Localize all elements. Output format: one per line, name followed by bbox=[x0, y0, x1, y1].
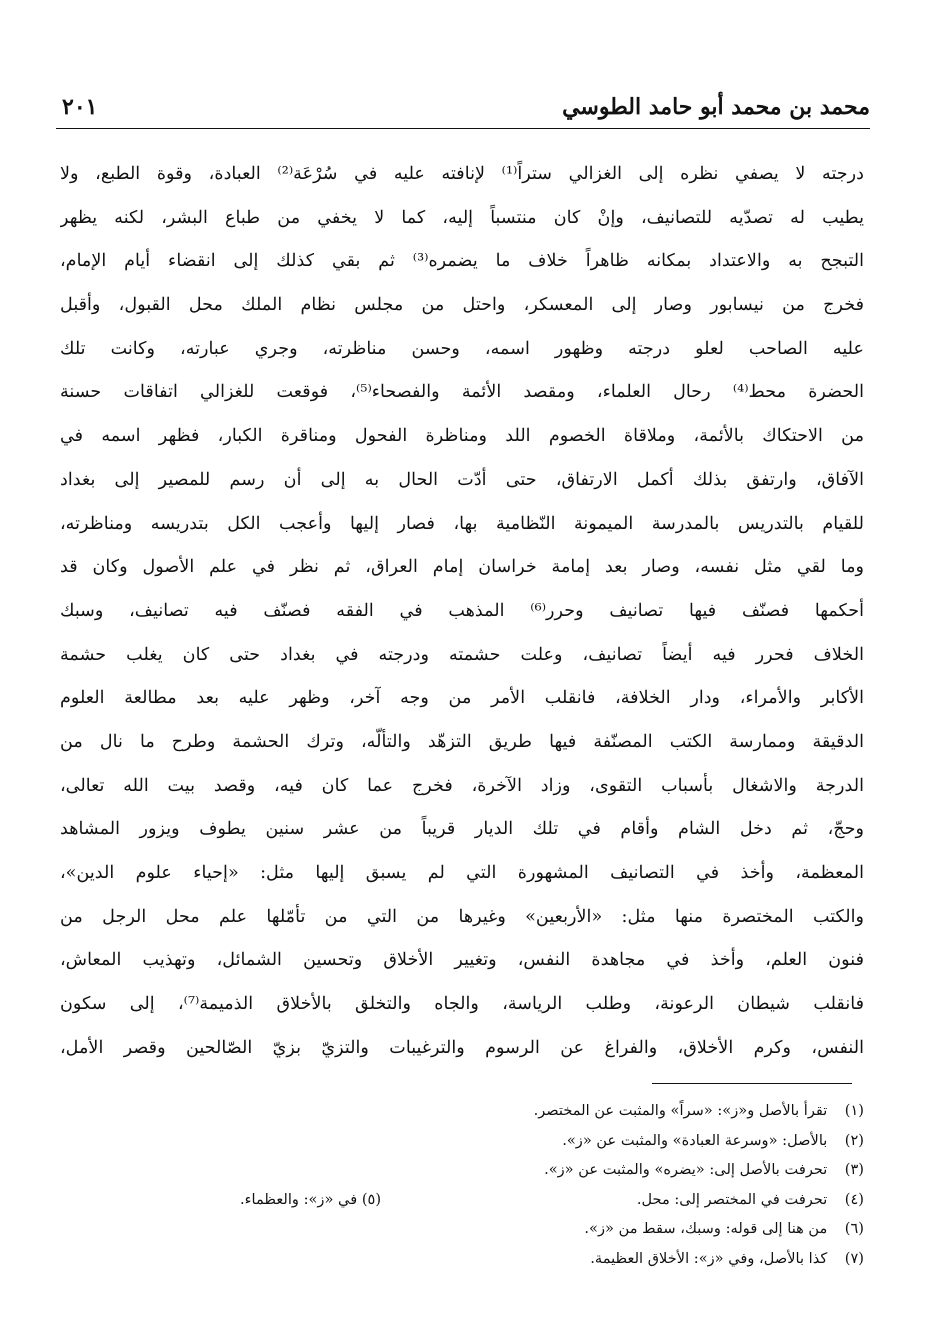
footnote bbox=[60, 1244, 864, 1274]
footnote bbox=[60, 1214, 864, 1244]
body-line: التبجح به والاعتداد بمكانه ظاهراً خلاف ما يضمره⁽³⁾ ثم بقي كذلك إلى انقضاء أيام الإمام، bbox=[60, 251, 864, 272]
footnote-number: (٢) bbox=[844, 1131, 864, 1149]
footnote bbox=[60, 1126, 864, 1156]
body-line: من الاحتكاك بالأئمة، وملاقاة الخصوم اللد ومناظرة الفحول ومناقرة الكبار، فظهر اسمه في bbox=[60, 426, 864, 447]
body-line: المعظمة، وأخذ في التصانيف المشهورة التي لم يسبق إليها مثل: «إحياء علوم الدين»، bbox=[60, 863, 864, 883]
body-line: الخلاف فحرر فيه أيضاً تصانيف، وعلت حشمته ودرجته في بغداد حتى كان يغلب حشمة bbox=[60, 644, 864, 665]
body-line: والكتب المختصرة منها مثل: «الأربعين» وغيرها من التي من تأمّلها علم محل الرجل من bbox=[60, 906, 864, 927]
body-line: يطيب له تصدّيه للتصانيف، وإنْ كان منتسباً إليه، كما لا يخفي من طباع البشر، لكنه يظهر bbox=[60, 207, 864, 228]
body-line: للقيام بالتدريس بالمدرسة الميمونة النّظامية بها، فصار إليها وأعجب الكل بتدريسه ومناظرته، bbox=[60, 513, 864, 534]
footnote-text: بالأصل: «وسرعة العبادة» والمثبت عن «ز». bbox=[562, 1131, 828, 1149]
body-line: الدقيقة وممارسة الكتب المصنّفة فيها طريق التزهّد والتألّه، وترك الحشمة وطرح ما نال من bbox=[60, 731, 864, 752]
footnote-text: في «ز»: والعظماء. bbox=[240, 1190, 358, 1208]
page-header bbox=[56, 88, 870, 129]
footnote-number: (١) bbox=[844, 1102, 864, 1119]
body-line: فانقلب شيطان الرعونة، وطلب الرياسة، والجاه والتخلق بالأخلاق الذميمة⁽⁷⁾، إلى سكون bbox=[60, 994, 864, 1015]
footnote-text: تحرفت بالأصل إلى: «يضره» والمثبت عن «ز». bbox=[544, 1161, 828, 1178]
footnote-text: كذا بالأصل، وفي «ز»: الأخلاق العظيمة. bbox=[590, 1249, 828, 1267]
footnote-text: تقرأ بالأصل و«ز»: «سراً» والمثبت عن المختصر. bbox=[533, 1102, 828, 1119]
body-line: فنون العلم، وأخذ في مجاهدة النفس، وتغيير الأخلاق وتحسين الشمائل، وتهذيب المعاش، bbox=[60, 950, 864, 971]
body-line: عليه الصاحب لعلو درجته وظهور اسمه، وحسن مناظرته، وجري عبارته، وكانت تلك bbox=[60, 338, 864, 359]
body-line: وما لقي مثل نفسه، وصار بعد إمامة خراسان إمام العراق، ثم نظر في علم الأصول وكان قد bbox=[60, 557, 864, 578]
footnote bbox=[60, 1185, 864, 1215]
body-line: النفس، وكرم الأخلاق، والفراغ عن الرسوم والترغيبات والتزيّ بزيّ الصّالحين وقصر الأمل، bbox=[60, 1037, 864, 1058]
footnote-text: تحرفت في المختصر إلى: محل. bbox=[636, 1190, 828, 1208]
footnote bbox=[60, 1096, 864, 1126]
footnote-number: (٣) bbox=[844, 1161, 864, 1178]
body-line: الآفاق، وارتفق بذلك أكمل الارتفاق، حتى أدّت الحال به إلى أن رسم للمصير إلى بغداد bbox=[60, 469, 864, 490]
footnote-number: (٥) bbox=[361, 1190, 382, 1208]
body-line: الدرجة والاشغال بأسباب التقوى، وزاد الآخرة، فخرج عما كان فيه، وقصد بيت الله تعالى، bbox=[60, 775, 864, 796]
footnote-divider bbox=[652, 1083, 852, 1084]
footnotes bbox=[60, 1096, 864, 1273]
footnote-number: (٦) bbox=[844, 1220, 864, 1237]
footnote bbox=[60, 1155, 864, 1185]
footnote-number: (٧) bbox=[844, 1249, 864, 1267]
body-line: فخرج من نيسابور وصار إلى المعسكر، واحتل من مجلس نظام الملك محل القبول، وأقبل bbox=[60, 295, 864, 316]
footnote-number: (٤) bbox=[844, 1190, 864, 1208]
body-line: وحجّ، ثم دخل الشام وأقام في تلك الديار قريباً من عشر سنين يطوف ويزور المشاهد bbox=[60, 819, 864, 840]
page-number: ٢٠١ bbox=[62, 94, 98, 120]
footnote-text: من هنا إلى قوله: وسبك، سقط من «ز». bbox=[584, 1220, 828, 1237]
body-line: الأكابر والأمراء، ودار الخلافة، فانقلب الأمر من وجه آخر، وظهر عليه بعد مطالعة العلوم bbox=[60, 688, 864, 709]
body-line: الحضرة محط⁽⁴⁾ رحال العلماء، ومقصد الأئمة والفصحاء⁽⁵⁾، فوقعت للغزالي اتفاقات حسنة bbox=[60, 382, 864, 403]
running-title: محمد بن محمد أبو حامد الطوسي bbox=[562, 94, 870, 120]
body-line: درجته لا يصفي نظره إلى الغزالي ستراً⁽¹⁾ لإنافته عليه في سُرْعَة⁽²⁾ العبادة، وقوة الطبع، ولا bbox=[60, 164, 864, 184]
body-text bbox=[60, 153, 864, 1070]
body-line: أحكمها فصنّف فيها تصانيف وحرر⁽⁶⁾ المذهب في الفقه فصنّف فيه تصانيف، وسبك bbox=[60, 600, 864, 621]
footnote-side bbox=[240, 1185, 381, 1215]
